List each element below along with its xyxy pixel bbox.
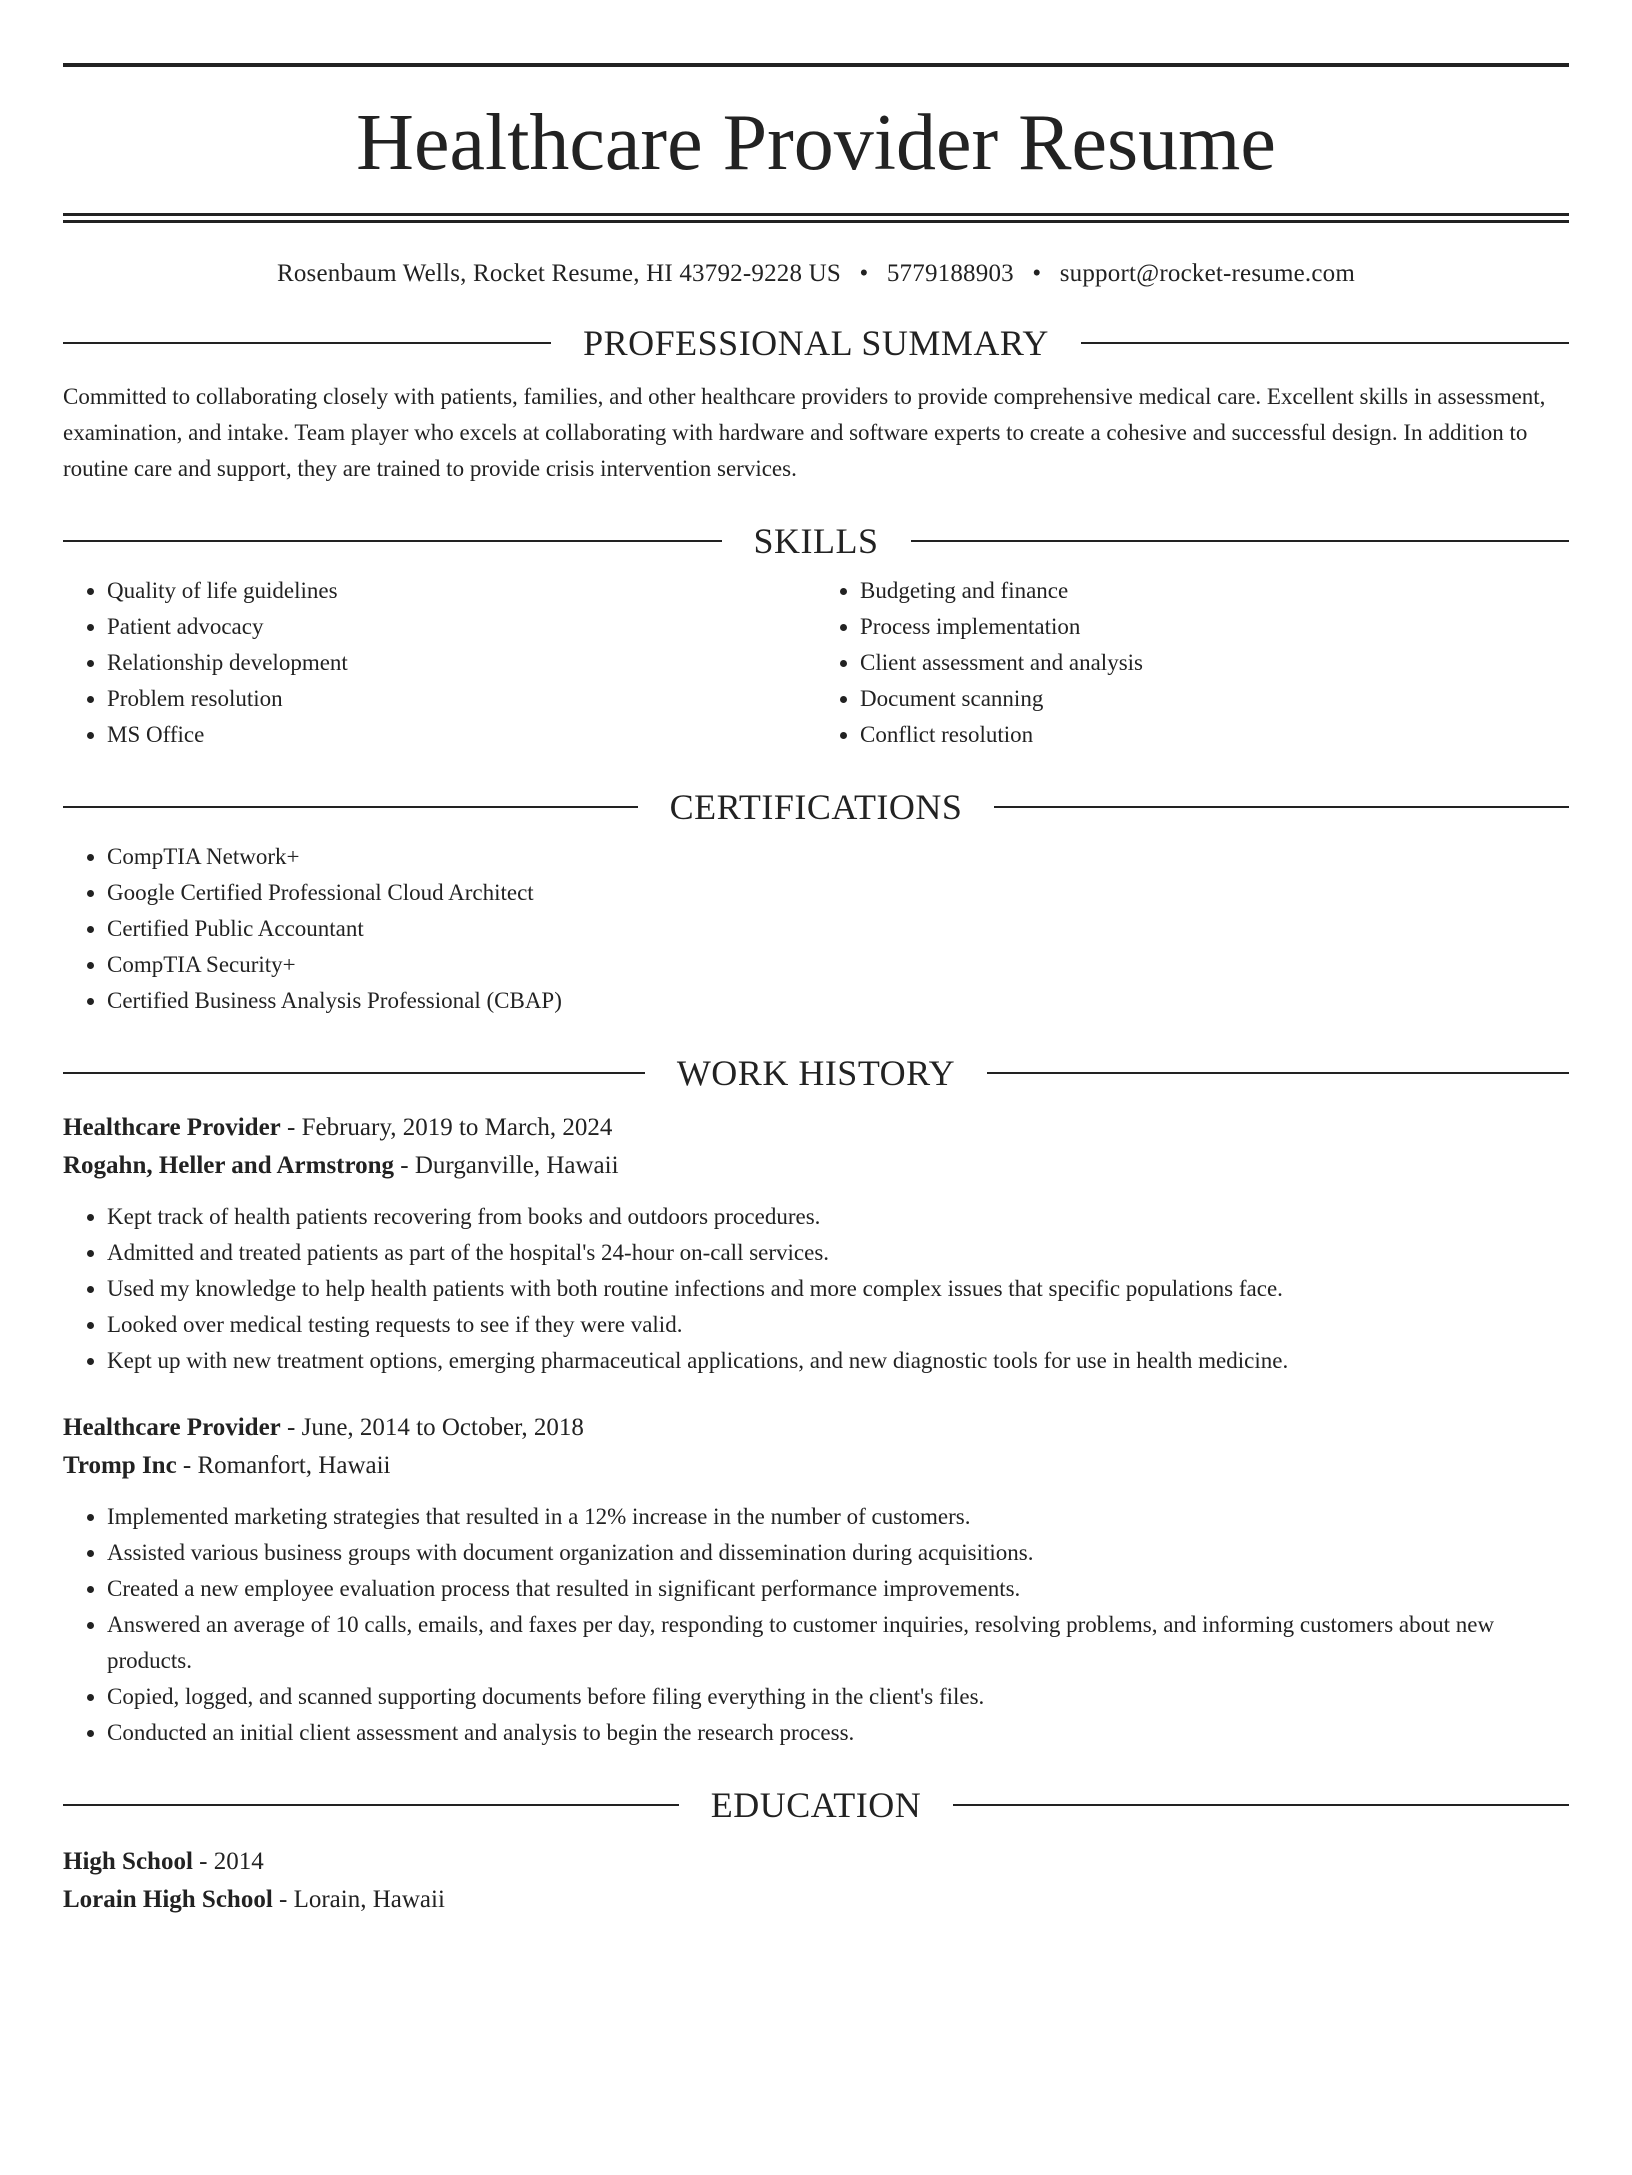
job-title-line	[63, 1409, 1569, 1447]
summary-text: Committed to collaborating closely with patients, families, and other healthcare providers to provide comprehensive medical care. Excellent skills in assessment, examination, and intake. Team player who excels at collaborating with hardware and software experts to create a cohesive and successful design. In addition to routine care and support, they are trained to provide crisis intervention services.	[63, 384, 1546, 481]
contact-phone: 5779188903	[886, 260, 1014, 287]
job-company-line	[63, 1447, 1569, 1485]
page-title: Healthcare Provider Resume	[356, 99, 1276, 187]
certification-item: • CompTIA Security+	[107, 947, 1569, 983]
section-rule	[994, 806, 1569, 808]
section-rule	[63, 1804, 679, 1806]
section-header-skills	[63, 519, 1569, 563]
skill-item: • MS Office	[107, 717, 816, 753]
certifications-list	[63, 839, 1569, 1019]
job-dates: - February, 2019 to March, 2024	[280, 1114, 613, 1141]
education-school: Lorain High School	[63, 1886, 273, 1913]
section-rule	[63, 342, 551, 344]
skills-list-right	[816, 573, 1569, 753]
job-bullet: • Answered an average of 10 calls, emails, and faxes per day, responding to customer inquiries, resolving problems, and informing customers about new products.	[107, 1607, 1569, 1679]
job-bullet: • Admitted and treated patients as part of the hospital's 24-hour on-call services.	[107, 1235, 1569, 1271]
title-double-rule	[63, 213, 1569, 223]
education-entry	[63, 1843, 1569, 1919]
top-rule	[63, 63, 1569, 67]
education-degree: High School	[63, 1848, 193, 1875]
section-header-work	[63, 1051, 1569, 1095]
skill-item: • Relationship development	[107, 645, 816, 681]
skill-item: • Document scanning	[860, 681, 1569, 717]
job-title-line	[63, 1109, 1569, 1147]
job-entry	[63, 1409, 1569, 1751]
job-company: Tromp Inc	[63, 1452, 177, 1479]
section-header-summary	[63, 321, 1569, 365]
certification-item: • CompTIA Network+	[107, 839, 1569, 875]
job-location: - Romanfort, Hawaii	[176, 1452, 391, 1479]
job-dates: - June, 2014 to October, 2018	[280, 1414, 584, 1441]
job-bullets	[63, 1499, 1569, 1751]
contact-separator: •	[1032, 260, 1042, 287]
education-year: - 2014	[192, 1848, 264, 1875]
resume-page	[0, 63, 1632, 2175]
skill-item: • Problem resolution	[107, 681, 816, 717]
section-title-summary: PROFESSIONAL SUMMARY	[583, 323, 1049, 363]
section-rule	[987, 1072, 1569, 1074]
contact-address: Rosenbaum Wells, Rocket Resume, HI 43792-9228 US	[276, 260, 841, 287]
contact-email: support@rocket-resume.com	[1059, 260, 1356, 287]
skill-item: • Patient advocacy	[107, 609, 816, 645]
section-rule	[953, 1804, 1569, 1806]
job-title: Healthcare Provider	[63, 1114, 281, 1141]
job-bullet: • Created a new employee evaluation process that resulted in significant performance improvements.	[107, 1571, 1569, 1607]
job-bullet: • Copied, logged, and scanned supporting documents before filing everything in the client's files.	[107, 1679, 1569, 1715]
contact-line	[63, 259, 1569, 289]
job-bullet: • Implemented marketing strategies that resulted in a 12% increase in the number of customers.	[107, 1499, 1569, 1535]
job-bullet: • Conducted an initial client assessment and analysis to begin the research process.	[107, 1715, 1569, 1751]
job-bullet: • Kept up with new treatment options, emerging pharmaceutical applications, and new diagnostic tools for use in health medicine.	[107, 1343, 1569, 1379]
section-rule	[1081, 342, 1569, 344]
education-degree-line	[63, 1843, 1569, 1881]
skill-item: • Budgeting and finance	[860, 573, 1569, 609]
section-rule	[63, 540, 722, 542]
section-header-education	[63, 1783, 1569, 1827]
certification-item: • Certified Business Analysis Professional (CBAP)	[107, 983, 1569, 1019]
job-bullet: • Looked over medical testing requests to see if they were valid.	[107, 1307, 1569, 1343]
job-bullets	[63, 1199, 1569, 1379]
skill-item: • Process implementation	[860, 609, 1569, 645]
section-rule	[63, 806, 638, 808]
job-location: - Durganville, Hawaii	[394, 1152, 619, 1179]
education-school-line	[63, 1881, 1569, 1919]
section-rule	[63, 1072, 645, 1074]
section-title-education: EDUCATION	[710, 1785, 922, 1825]
section-title-skills: SKILLS	[753, 521, 879, 561]
skill-item: • Client assessment and analysis	[860, 645, 1569, 681]
job-bullet: • Used my knowledge to help health patients with both routine infections and more complex issues that specific populations face.	[107, 1271, 1569, 1307]
education-location: - Lorain, Hawaii	[272, 1886, 445, 1913]
section-header-certifications	[63, 785, 1569, 829]
section-title-certifications: CERTIFICATIONS	[669, 787, 963, 827]
skills-columns	[63, 573, 1569, 753]
section-rule	[911, 540, 1570, 542]
job-entry	[63, 1109, 1569, 1379]
skills-list-left	[63, 573, 816, 753]
job-company-line	[63, 1147, 1569, 1185]
contact-separator: •	[859, 260, 869, 287]
job-bullet: • Kept track of health patients recovering from books and outdoors procedures.	[107, 1199, 1569, 1235]
skill-item: • Quality of life guidelines	[107, 573, 816, 609]
job-company: Rogahn, Heller and Armstrong	[63, 1152, 395, 1179]
certification-item: • Google Certified Professional Cloud Architect	[107, 875, 1569, 911]
skill-item: • Conflict resolution	[860, 717, 1569, 753]
certification-item: • Certified Public Accountant	[107, 911, 1569, 947]
job-title: Healthcare Provider	[63, 1414, 281, 1441]
job-bullet: • Assisted various business groups with document organization and dissemination during acquisitions.	[107, 1535, 1569, 1571]
section-title-work: WORK HISTORY	[676, 1053, 956, 1093]
